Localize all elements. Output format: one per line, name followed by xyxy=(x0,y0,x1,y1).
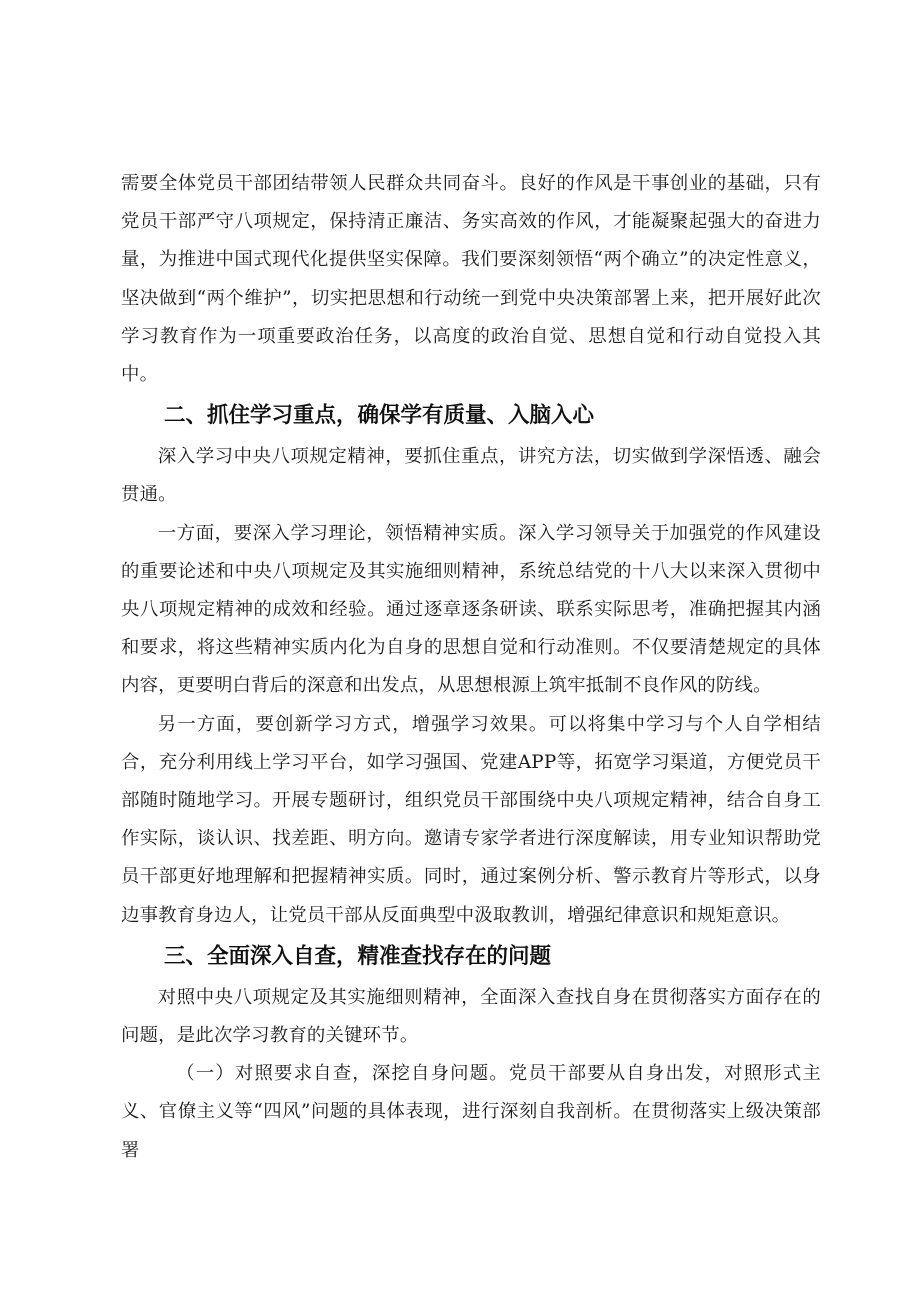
paragraph-methods: 另一方面，要创新学习方式，增强学习效果。可以将集中学习与个人自学相结合，充分利用线上学习平台，如学习强国、党建APP等，拓宽学习渠道，方便党员干部随时随地学习。开展专题研讨，组织党员干部围绕中央八项规定精神，结合自身工作实际，谈认识、找差距、明方向。邀请专家学者进行深度解读，用专业知识帮助党员干部更好地理解和把握精神实质。同时，通过案例分析、警示教育片等形式，以身边事教育身边人，让党员干部从反面典型中汲取教训，增强纪律意识和规矩意识。 xyxy=(121,713,821,926)
document-body xyxy=(121,165,821,1170)
paragraph-intro-3: 对照中央八项规定及其实施细则精神，全面深入查找自身在贯彻落实方面存在的问题，是此次学习教育的关键环节。 xyxy=(121,986,821,1047)
paragraph-continuation: 需要全体党员干部团结带领人民群众共同奋斗。良好的作风是干事创业的基础，只有党员干部严守八项规定，保持清正廉洁、务实高效的作风，才能凝聚起强大的奋进力量，为推进中国式现代化提供坚实保障。我们要深刻领悟“两个确立”的决定性意义，坚决做到“两个维护”，切实把思想和行动统一到党中央决策部署上来，把开展好此次学习教育作为一项重要政治任务，以高度的政治自觉、思想自觉和行动自觉投入其中。 xyxy=(121,173,821,386)
section-heading-2: 二、抓住学习重点，确保学有质量、入脑入心 xyxy=(164,403,595,429)
paragraph-theory: 一方面，要深入学习理论，领悟精神实质。深入学习领导关于加强党的作风建设的重要论述和中央八项规定及其实施细则精神，系统总结党的十八大以来深入贯彻中央八项规定精神的成效和经验。通过逐章逐条研读、联系实际思考，准确把握其内涵和要求，将这些精神实质内化为自身的思想自觉和行动准则。不仅要清楚规定的具体内容，更要明白背后的深意和出发点，从思想根源上筑牢抵制不良作风的防线。 xyxy=(121,522,821,697)
section-heading-3: 三、全面深入自查，精准查找存在的问题 xyxy=(164,943,552,969)
paragraph-self-check: （一）对照要求自查，深挖自身问题。党员干部要从自身出发，对照形式主义、官僚主义等“四风”问题的具体表现，进行深刻自我剖析。在贯彻落实上级决策部署 xyxy=(121,1063,821,1161)
paragraph-intro-2: 深入学习中央八项规定精神，要抓住重点，讲究方法，切实做到学深悟透、融会贯通。 xyxy=(121,446,821,506)
